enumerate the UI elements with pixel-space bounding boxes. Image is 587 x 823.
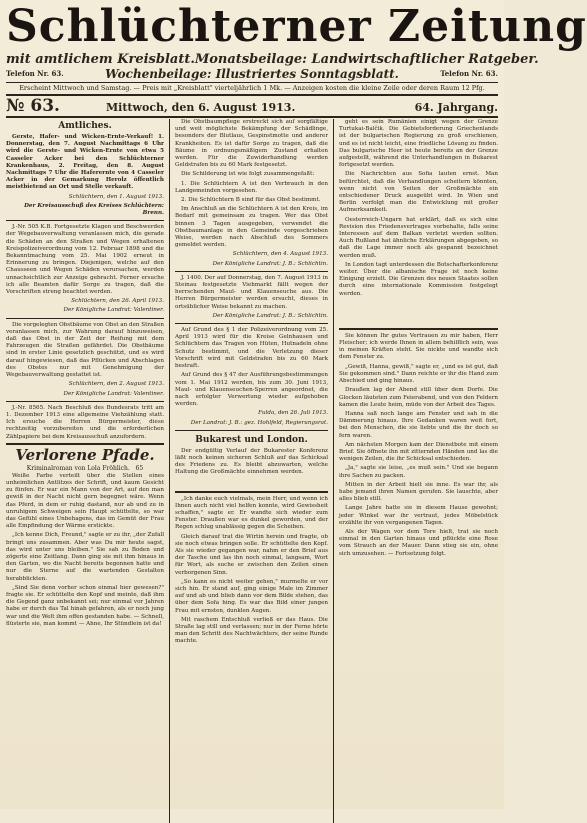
story-paragraph: „Ich danke euch vielmals, mein Herr, und wenn ich Ihnen auch nicht viel helfen konnte, wird Gewissheit schaffen," sagte er. Er wandte sich wieder zum Fenster. Draußen war es dunkel geworden, und der Regen schlug unablässig gegen die Scheiben.: [175, 495, 328, 531]
section-heading-bukarest: Bukarest und London.: [195, 434, 308, 445]
column-2: [170, 119, 334, 823]
story-paragraph: Gleich darauf trat die Wirtin herein und fragte, ob sie noch etwas bringen solle. Er schüttelte den Kopf. Als sie wieder gegangen war, nahm er den Brief aus der Tasche und las ihn noch einmal, langsam, Wort für Wort, als suche er zwischen den Zeilen einen verborgenen Sinn.: [175, 533, 328, 576]
story-paragraph: „Gewiß, Hanna, gewiß," sagte er, „und es ist gut, daß Sie gekommen sind." Dann reichte er ihr die Hand zum Abschied und ging hinaus.: [339, 363, 498, 385]
notice-paragraph: Die Schilderung ist wie folgt zusammengefaßt:: [181, 171, 315, 178]
story-paragraph: Weiße Farbe verteilt über die Stellen eines unheimlichen Antlitzes der Schrift, und kaum Gesicht zu fünfen. Er war ein Mann von der Art, auf den man gewiß in der Nacht nicht gern begegnet wäre. Wenn das Pferd, in dem er ruhig dastand, nur ab und zu in unruhigem Schweigen sein Haupt schüttelte, so war das Gefühl eines Unbehagens, das im Gemüt der Frau alle Empfindung der Wärme erstickte.: [6, 472, 164, 530]
masthead-right-sub: Monatsbeilage: Landwirtschaftlicher Ratgeber.: [194, 52, 539, 67]
divider: [6, 318, 164, 319]
issue-number: № 63.: [6, 96, 60, 116]
notice-signature: Schlüchtern, den 26. April 1913.: [71, 298, 164, 305]
feuilleton-number: 65: [135, 464, 144, 472]
notice-signature: Schlüchtern, den 2. August 1913.: [68, 381, 164, 388]
notice-paragraph: J. 1400. Der auf Donnerstag, den 7. August 1913 in Steinau festgesetzte Viehmarkt fällt wegen der herrschenden Maul- und Klauenseuche aus. Die Herren Bürgermeister werden ersucht, dieses in ortsüblicher Weise bekannt zu machen.: [175, 274, 328, 310]
story-paragraph: Mitten in der Arbeit hielt sie inne. Es war ihr, als habe jemand ihren Namen gerufen. Sie lauschte, aber alles blieb still.: [339, 481, 498, 503]
masthead-subrow: [6, 52, 539, 67]
article-paragraph: Oesterreich-Ungarn hat erklärt, daß es sich eine Revision des Friedensvertrages vorbehalte, falls seine Interessen auf dem Balkan verletzt werden sollten. Auch Rußland hat ähnliche Erklärungen abgegeben, so daß die Lage immer noch als gespannt bezeichnet werden muß.: [339, 216, 498, 259]
notice-paragraph: Gerste, Hafer- und Wicken-Ernte-Verkauf! 1. Donnerstag, den 7. August Nachmittags 6 Uhr wird die Gerste- und Wicken-Ernte von etwa 5 Casseler Acker bei den Schlüchterner Krankenhaus, 2. Freitag, den 8. August Nachmittags 7 Uhr die Haferernte von 4 Casseler Acker in der Gemarkung Herolz öffentlich meistbietend an Ort und Stelle verkauft.: [6, 134, 164, 191]
section-heading-amtliches: Amtliches.: [58, 121, 112, 131]
article-paragraph: Die Nachrichten aus Sofia lauten ernst. Man befürchtet, daß die Verhandlungen scheitern könnten, wenn nicht von Seiten der Großmächte ein entschiedener Druck ausgeübt wird. In Wien und Berlin verfolgt man die Entwicklung mit großer Aufmerksamkeit.: [339, 171, 498, 214]
masthead-left-sub: mit amtlichem Kreisblatt.: [6, 52, 195, 67]
story-paragraph: „Ich kenne Dich, Freund," sagte er zu ihr, „der Zufall bringt uns zusammen. Aber was Du mir heute sagst, das wird unter uns bleiben." Sie sah zu Boden und zögerte eine Zeitlang. Dann ging sie mit ihm hinaus in den Garten, wo die Nacht bereits begonnen hatte und nur die Sterne auf die wartenden Gestalten herabblickten.: [6, 532, 164, 582]
phone-left: Telefon Nr. 63.: [6, 69, 64, 78]
notice-signature: Der Kreisausschuß des Kreises Schlüchtern: Brenn.: [24, 202, 164, 217]
dateline: [6, 97, 498, 115]
feuilleton-title: Verlorene Pfade.: [15, 445, 155, 464]
divider: [339, 328, 498, 330]
story-paragraph: Als der Wagen vor dem Tore hielt, trat sie noch einmal in den Garten hinaus und pflückte eine Rose vom Strauch an der Mauer. Dann stieg sie ein, ohne sich umzusehen. — Fortsetzung folgt.: [339, 528, 498, 557]
article-paragraph: Der endgültig Verlauf der Bukarester Konferenz läßt noch keinen sicheren Schluß auf das Schicksal des Friedens zu. Es bleibt abzuwarten, welche Haltung die Großmächte einnehmen werden.: [175, 447, 328, 476]
article-paragraph: In London tagt unterdessen die Botschafterkonferenz weiter. Über die albanische Frage ist noch keine Einigung erzielt. Die Grenzen des neuen Staates sollen durch eine internationale Kommission festgelegt werden.: [339, 261, 498, 297]
column-1: [6, 119, 170, 823]
feuilleton-author: Kriminalroman von Lola Fröhlich.: [26, 464, 130, 472]
notice-paragraph: Im Anschluß an die Schlüchtern A ist den Kreis, im Bedarf mit gemeinsam zu tragen. Wer das Obst binnen 3 Tagen ausgegeben, verwendet die Obstbaumanlage in den Gemeinde vorgeschrieben Weise, werden nach Abschluß des Sommers gemeldet werden.: [175, 206, 328, 249]
notice-paragraph: Die vorgelegten Obstbäume von Obst an den Straßen veranlassen mich, zur Wahrung darauf hinzuweisen, daß das Obst in der Zeit der Reifung mit dem Fahrzeugen die Straßen gefährdet. Die Obstbäume sind in erster Linie gesetzlich geschützt, und es wird darauf hingewiesen, daß das Pflücken und Abschlagen des Obstes nur mit Genehmigung der Wegebauverwaltung gestattet ist.: [6, 321, 164, 379]
article-paragraph: geht es sein Rumänien einigt wegen der Grenze Turtukai-Balčik. Die Gebietsforderung Griechenlands ist der bulgarischen Regierung zu groß erschienen, und es ist nicht leicht, eine friedliche Lösung zu finden. Das bulgarische Heer ist heute bereits an der Grenze aufgestellt, während die Unterhandlungen in Bukarest fortgesetzt werden.: [339, 119, 498, 169]
notice-signature: Schlüchtern, den 4. August 1913.: [232, 251, 328, 258]
notice-paragraph: J.-Nr. 505 K.B. Fortgesetzte Klagen und Beschwerden der Wegebauverwaltung veranlassen mich, die gerade die Schäden an den Straßen und Wegen erhaltenen Kreispolizeiverordnung vom 12. Februar 1898 und die Bekanntmachung vom 25. Mai 1902 erneut in Erinnerung zu bringen. Diejenigen, welche auf den Chausseen und Wegen Schäden verursachen, werden unnachsichtlich zur Anzeige gebracht. Ferner ersuche ich alle Beamten dafür Sorge zu tragen, daß die Vorschriften streng beachtet werden.: [6, 224, 164, 296]
column-3: [334, 119, 498, 823]
notice-paragraph: Auf Grund des § 47 der Ausführungsbestimmungen vom 1. Mai 1912 werden, bis zum 30. Juni 1913, Maul- und Klauenseuchen-Sperren angeordnet, die nach erfolgter Verwertung wieder aufgehoben werden.: [175, 372, 328, 408]
publication-info: Erscheint Mittwoch und Samstag. — Preis mit „Kreisblatt" vierteljährlich 1 Mk. — Anzeigen kosten die kleine Zeile oder deren Raum 12 Pfg.: [19, 84, 485, 92]
notice-signature: Der Königliche Landrat: Valentiner.: [63, 307, 164, 314]
notice-paragraph: Die Obstbaumpflege erstreckt sich auf sorgfältige und weit möglichste Bekämpfung der Schädlinge, besonders der Blutlaus, Gespinstmotte und anderer Krankheiten. Es ist dafür Sorge zu tragen, daß die Bäume in ordnungsmäßigem Zustand erhalten werden. Für die Zuwiderhandlung werden Geldstrafen bis zu 60 Mark festgesetzt.: [175, 119, 328, 169]
divider: [175, 271, 328, 272]
divider: [6, 401, 164, 402]
masthead-weekly: Wochenbeilage: Illustriertes Sonntagsblatt.: [105, 67, 399, 81]
masthead-subrow2: [6, 67, 498, 81]
story-paragraph: „So kann es nicht weiter gehen," murmelte er vor sich hin. Er stand auf, ging einige Male im Zimmer auf und ab und blieb dann vor dem Bilde stehen, das über dem Sofa hing. Es war das Bild einer jungen Frau mit ernsten, dunklen Augen.: [175, 578, 328, 614]
notice-signature: Schlüchtern, den 1. August 1913.: [68, 193, 164, 200]
feuilleton-subtitle: [6, 465, 164, 473]
story-paragraph: „Ja," sagte sie leise, „es muß sein." Und sie begann ihre Sachen zu packen.: [339, 465, 498, 479]
story-paragraph: „Sind Sie denn vorher schon einmal hier gewesen?" fragte sie. Er schüttelte den Kopf und meinte, daß ihm die Gegend ganz unbekannt sei; nur einmal vor Jahren habe er durch das Tal hinab gefahren, als er noch jung war und die Welt ihm offen gestanden habe. — Schnell, flüsterte sie, man kommt — Ahne, Ihr Stündlein ist da!: [6, 584, 164, 627]
issue-year: 64. Jahrgang.: [414, 101, 498, 114]
notice-signature: Der Königliche Landrat: J. B.: Schlichtin.: [212, 312, 328, 319]
divider: [6, 94, 498, 96]
notice-list-item: 2. Die Schlüchtern B sind für das Obst bestimmt.: [181, 197, 321, 204]
notice-signature: Der Königliche Landrat: J. B.: Schlichtin.: [212, 260, 328, 267]
notice-paragraph: Auf Grund des § 1 der Polizeiverordnung vom 25. April 1913 wird für die Kreise Gelnhausen und Schlüchtern das Tragen von Hüten, Hutnadeln ohne Schutz bestimmt, und die Verletzung dieser Vorschrift wird mit Geldstrafen bis zu 60 Mark bestraft.: [175, 327, 328, 370]
feuilleton-section: [6, 443, 164, 628]
story-paragraph: Lange Jahre hatte sie in diesem Hause gewohnt; jeder Winkel war ihr vertraut, jedes Möbelstück erzählte ihr von vergangenen Tagen.: [339, 505, 498, 526]
story-paragraph: Mit raschem Entschluß verließ er das Haus. Die Straße lag still und verlassen; nur in der Ferne hörte man den Schritt des Nachtwächters, der seine Runde machte.: [175, 616, 328, 645]
notice-list-item: 1. Die Schlüchtern A ist den Verbrauch in den Landgemeinden vorgesehen.: [175, 180, 328, 194]
divider: [175, 323, 328, 324]
story-paragraph: Draußen lag der Abend still über dem Dorfe. Die Glocken läuteten zum Feierabend, und von den Feldern kamen die Leute heim, müde von der Arbeit des Tages.: [339, 387, 498, 408]
masthead-title: Schlüchterner Zeitung: [6, 1, 587, 52]
notice-signature: Der Königliche Landrat: Valentiner.: [63, 390, 164, 397]
divider: [6, 220, 164, 221]
notice-signature: Fulda, den 26. Juli 1913.: [258, 410, 328, 417]
phone-right: Telefon Nr. 63.: [440, 69, 498, 78]
story-paragraph: Sie können Ihr gutes Vertrauen zu mir haben, Herr Fleischer; ich werde Ihnen in allem behilflich sein, was in meinen Kräften steht. Sie nickte und wandte sich dem Fenster zu.: [339, 332, 498, 361]
notice-signature: Der Landrat: J. B.: gez. Hohlfeld, Regierungsrat.: [190, 419, 328, 426]
columns: [6, 119, 498, 823]
issue-date: Mittwoch, den 6. August 1913.: [106, 101, 296, 114]
story-paragraph: Am nächsten Morgen kam der Dienstbote mit einem Brief. Sie öffnete ihn mit zitternden Händen und las die wenigen Zeilen, die ihr Schicksal entschieden.: [339, 441, 498, 463]
divider: [175, 491, 328, 493]
story-paragraph: Hanna saß noch lange am Fenster und sah in die Dämmerung hinaus. Ihre Gedanken waren weit fort, bei den Menschen, die sie liebte und die ihr doch so fern waren.: [339, 410, 498, 439]
divider: [175, 430, 328, 431]
notice-paragraph: J.-Nr. 8565. Nach Beschluß des Bundesrats tritt am 1. Dezember 1913 eine allgemeine Viehzählung statt. Ich ersuche die Herren Bürgermeister, diese rechtzeitig vorzubereiten und die erforderlichen Zählpapiere bei dem Kreisausschuß anzufordern.: [6, 404, 164, 440]
divider: [6, 82, 498, 83]
